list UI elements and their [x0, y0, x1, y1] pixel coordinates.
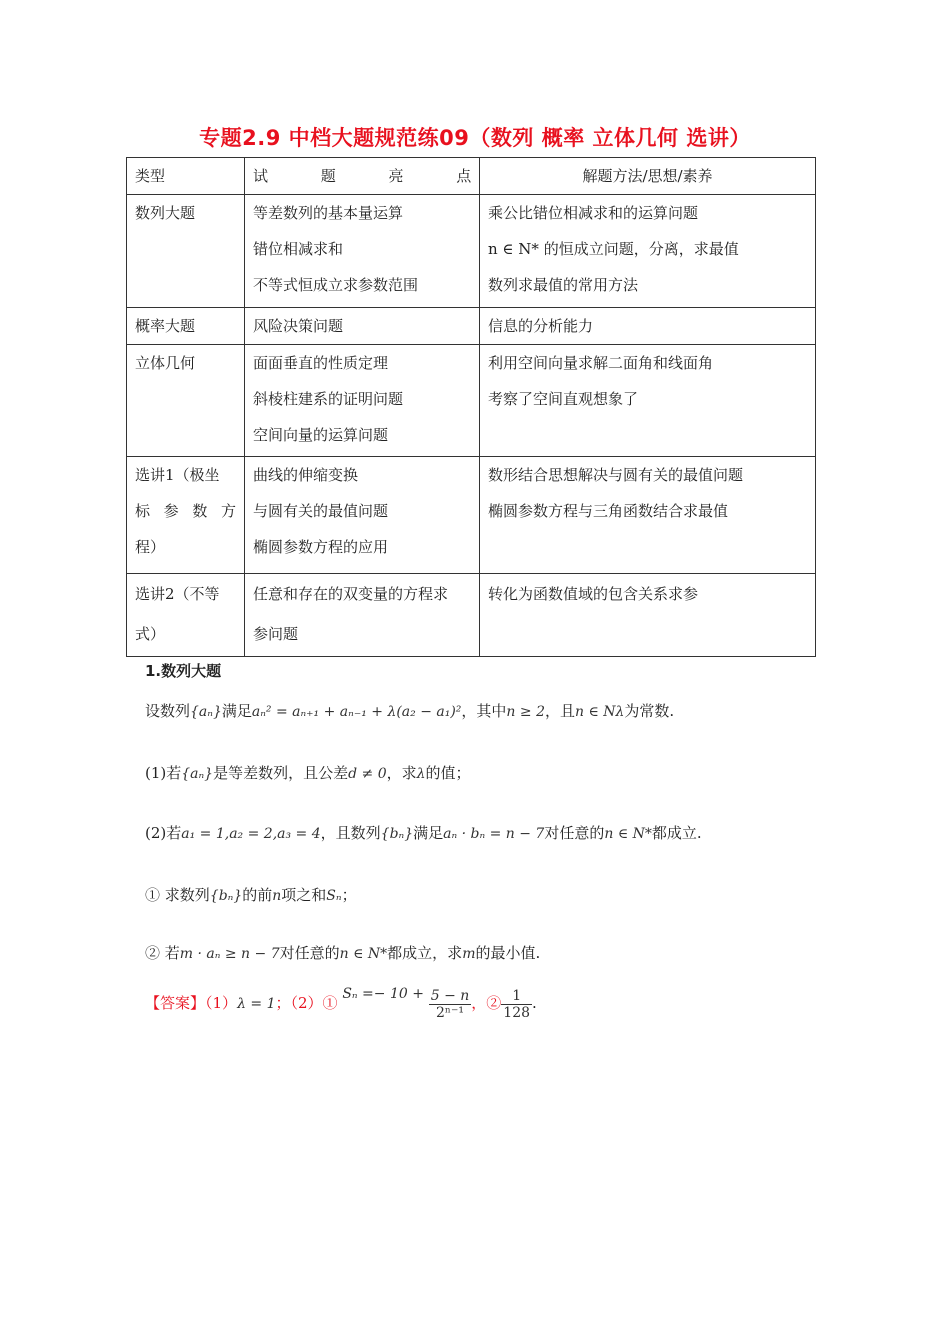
summary-table: [126, 157, 816, 657]
cell-methods: 信息的分析能力: [480, 308, 816, 345]
page-title: 专题2.9 中档大题规范练09（数列 概率 立体几何 选讲）: [199, 126, 751, 150]
answer-label: 【答案】: [145, 994, 206, 1012]
cell-type: 概率大题: [127, 308, 245, 345]
cell-type: 立体几何: [127, 345, 245, 457]
problem-stem: 设数列{aₙ}满足aₙ² = aₙ₊₁ + aₙ₋₁ + λ(a₂ − a₁)²，其中n ≥ 2，且n ∈ Nλ为常数.: [145, 702, 675, 720]
cell-highlights: 等差数列的基本量运算 错位相减求和 不等式恒成立求参数范围: [245, 195, 480, 308]
cell-type: 数列大题: [127, 195, 245, 308]
header-methods: 解题方法/思想/素养: [480, 158, 816, 195]
cell-highlights: 面面垂直的性质定理 斜棱柱建系的证明问题 空间向量的运算问题: [245, 345, 480, 457]
table-row: [127, 345, 816, 457]
table-row: [127, 308, 816, 345]
table-header-row: [127, 158, 816, 195]
table-row: [127, 195, 816, 308]
cell-type: 选讲1（极坐 标参数方 程）: [127, 457, 245, 574]
cell-methods: 利用空间向量求解二面角和线面角 考察了空间直观想象了: [480, 345, 816, 457]
section-heading: 1.数列大题: [145, 662, 222, 680]
question-2: (2)若a₁ = 1,a₂ = 2,a₃ = 4，且数列{bₙ}满足aₙ · bₙ = n − 7对任意的n ∈ N*都成立.: [145, 824, 702, 842]
answer-line: 【答案】（1）λ = 1；（2）① Sₙ =− 10 + $\frac{5 - n}{\text{2ⁿ⁻¹}}$ ，② $\frac{1}{128}$ .: [145, 986, 537, 1021]
header-type: 类型: [127, 158, 245, 195]
answer-fraction-min: $\frac{1}{128}$: [503, 987, 531, 1021]
cell-methods: 数形结合思想解决与圆有关的最值问题 椭圆参数方程与三角函数结合求最值: [480, 457, 816, 574]
answer-fraction-sn: $\frac{5 - n}{\text{2ⁿ⁻¹}}$: [430, 987, 470, 1021]
cell-highlights: 风险决策问题: [245, 308, 480, 345]
header-highlights: 试 题 亮 点: [245, 158, 480, 195]
cell-methods: 转化为函数值域的包含关系求参: [480, 574, 816, 657]
question-2-part-1: ① 求数列{bₙ}的前n项之和Sₙ；: [145, 886, 357, 904]
table-row: [127, 457, 816, 574]
cell-highlights: 曲线的伸缩变换 与圆有关的最值问题 椭圆参数方程的应用: [245, 457, 480, 574]
question-2-part-2: ② 若m · aₙ ≥ n − 7对任意的n ∈ N*都成立，求m的最小值.: [145, 944, 541, 962]
question-1: (1)若{aₙ}是等差数列，且公差d ≠ 0，求λ的值；: [145, 764, 471, 782]
cell-highlights: 任意和存在的双变量的方程求 参问题: [245, 574, 480, 657]
cell-type: 选讲2（不等 式）: [127, 574, 245, 657]
table-row: [127, 574, 816, 657]
cell-methods: 乘公比错位相减求和的运算问题 n ∈ N* 的恒成立问题，分离，求最值 数列求最值的常用方法: [480, 195, 816, 308]
